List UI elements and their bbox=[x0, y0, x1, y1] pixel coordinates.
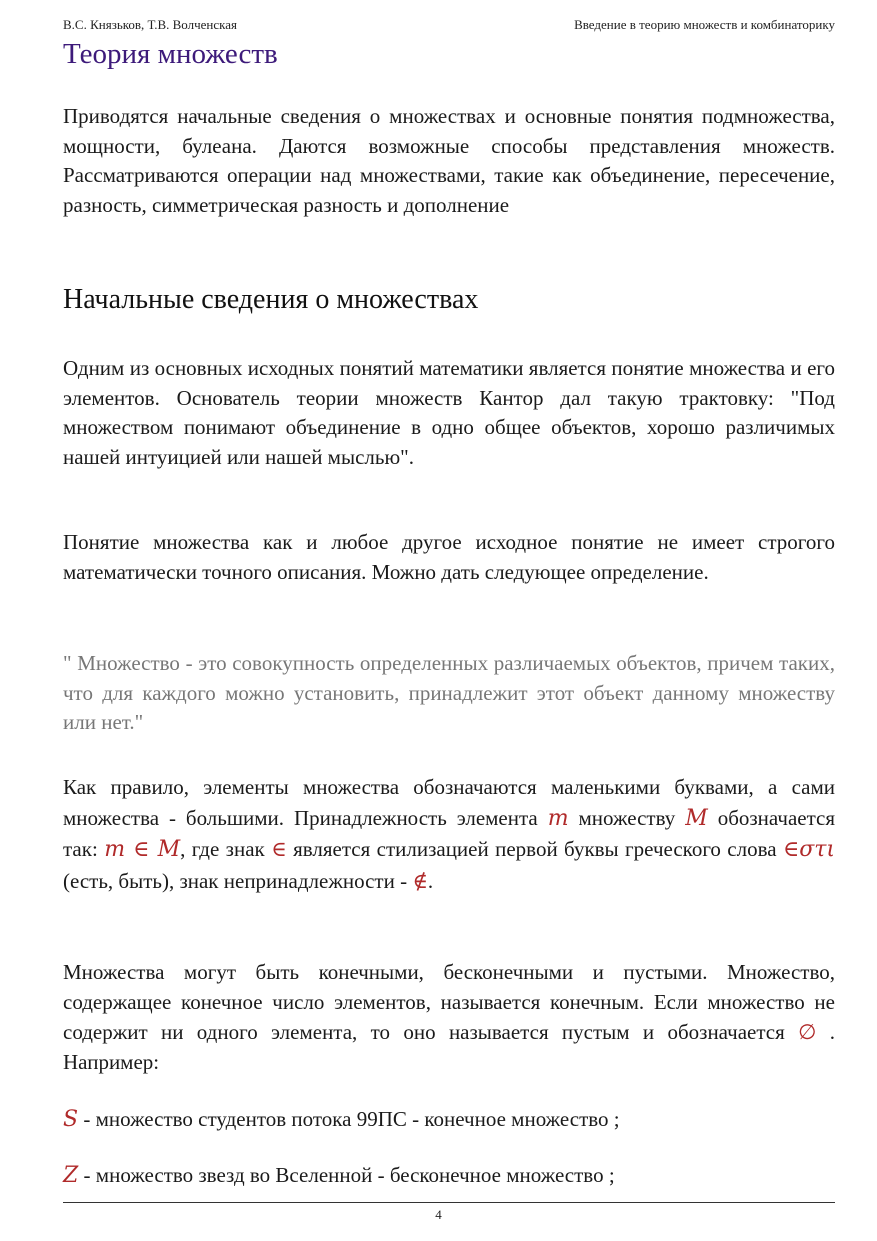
symbol-m: m bbox=[547, 805, 569, 831]
abstract-paragraph: Приводятся начальные сведения о множествах и основные понятия подмножества, мощности, булеана. Даются возможные способы представления множеств. Рассматриваются операции над множествами, такие как объединение, пересечение, разность, симметрическая разность и дополнение bbox=[63, 104, 835, 218]
symbol-not-in: ∉ bbox=[412, 868, 428, 893]
page-title: Теория множеств bbox=[63, 38, 278, 70]
definition-quote: " Множество - это совокупность определенных различаемых объектов, причем таких, что для каждого можно установить, принадлежит этот объект данному множеству или нет." bbox=[63, 651, 835, 735]
paragraph-notation: Как правило, элементы множества обозначаются маленькими буквами, а сами множества - большими. Принадлежность элемента m множеству M обозначается так: m ∈ M, где знак ∈ является стилизацией первой буквы греческого слова ∈στι (есть, быть), знак непринадлежности - ∉. bbox=[63, 775, 836, 893]
symbol-greek-esti: ∈στι bbox=[782, 837, 836, 862]
footer-rule bbox=[63, 1202, 835, 1203]
symbol-Z: Z bbox=[63, 1163, 79, 1188]
section-heading: Начальные сведения о множествах bbox=[63, 284, 479, 315]
symbol-in: ∈ bbox=[271, 837, 287, 861]
example-item-2: Z - множество звезд во Вселенной - бесконечное множество ; bbox=[63, 1163, 615, 1188]
symbol-M: M bbox=[685, 805, 708, 831]
header-authors: В.С. Князьков, Т.В. Волченская bbox=[63, 17, 238, 32]
running-header bbox=[63, 17, 835, 33]
paragraph-definition-intro: Понятие множества как и любое другое исходное понятие не имеет строгого математически точного описания. Можно дать следующее определение. bbox=[63, 530, 835, 584]
symbol-S: S bbox=[63, 1107, 79, 1132]
page-number: 4 bbox=[435, 1207, 442, 1222]
header-book-title: Введение в теорию множеств и комбинаторику bbox=[574, 17, 835, 32]
paragraph-cantor: Одним из основных исходных понятий математики является понятие множества и его элементов. Основатель теории множеств Кантор дал такую трактовку: "Под множеством понимают объединение в одно общее объектов, хорошо различимых нашей интуицией или нашей мыслью". bbox=[63, 356, 835, 470]
paragraph-finite-infinite: Множества могут быть конечными, бесконечными и пустыми. Множество, содержащее конечное число элементов, называется конечным. Если множество не содержит ни одного элемента, то оно называется пустым и обозначается ∅ . Например: bbox=[63, 960, 836, 1074]
symbol-m-in-M: m ∈ M bbox=[104, 837, 181, 862]
example-item-1: S - множество студентов потока 99ПС - конечное множество ; bbox=[63, 1107, 620, 1132]
symbol-empty-set: ∅ bbox=[798, 1020, 817, 1044]
